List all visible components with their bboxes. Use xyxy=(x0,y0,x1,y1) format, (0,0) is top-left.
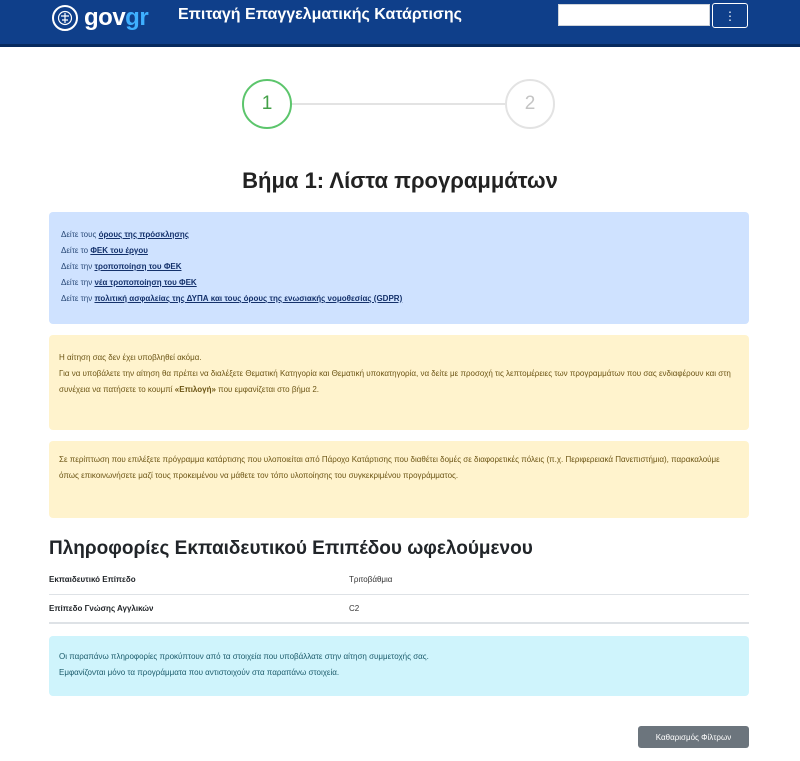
link-line: Δείτε την πολιτική ασφαλείας της ΔΥΠΑ και τους όρους της ενωσιακής νομοθεσίας (GDPR) xyxy=(61,294,403,303)
notice-text: Σε περίπτωση που επιλέξετε πρόγραμμα κατάρτισης που υλοποιείται από Πάροχο Κατάρτισης που διαθέτει δομές σε διαφορετικές πόλεις (π.χ. Περιφερειακά Πανεπιστήμια), παρακαλούμε όπως επικοινωνήσετε μαζί τους προκειμένου να μάθετε τον τόπο υλοποίησης του συγκεκριμένου προγράμματος. xyxy=(59,455,720,480)
call-terms-link[interactable]: όρους της πρόσκλησης xyxy=(98,230,189,239)
application-status-alert xyxy=(49,335,749,430)
clear-filters-button[interactable]: Καθαρισμός Φίλτρων xyxy=(638,726,749,748)
table-row xyxy=(49,566,749,595)
info-text-1: Οι παραπάνω πληροφορίες προκύπτουν από τα στοιχεία που υποβάλλατε στην αίτηση συμμετοχής σας. xyxy=(59,652,429,661)
greek-emblem-icon xyxy=(52,5,78,31)
provider-notice-alert xyxy=(49,441,749,518)
link-line: Δείτε την τροποποίηση του ΦΕΚ xyxy=(61,262,182,271)
education-info-table xyxy=(49,566,749,624)
status-text: Η αίτηση σας δεν έχει υποβληθεί ακόμα. xyxy=(59,353,202,362)
fek-amendment-link[interactable]: τροποποίηση του ΦΕΚ xyxy=(94,262,182,271)
project-fek-link[interactable]: ΦΕΚ του έργου xyxy=(90,246,148,255)
english-level-value: C2 xyxy=(349,604,360,613)
app-title: Επιταγή Επαγγελματικής Κατάρτισης xyxy=(178,6,462,23)
english-level-label: Επίπεδο Γνώσης Αγγλικών xyxy=(49,604,154,613)
page-title: Βήμα 1: Λίστα προγραμμάτων xyxy=(242,168,558,193)
top-header xyxy=(0,0,800,47)
education-level-label: Εκπαιδευτικό Επίπεδο xyxy=(49,575,136,584)
step-1-circle: 1 xyxy=(242,79,292,129)
logo-wordmark: govgr xyxy=(84,4,149,31)
documents-links-alert xyxy=(49,212,749,324)
link-line: Δείτε την νέα τροποποίηση του ΦΕΚ xyxy=(61,278,197,287)
info-source-alert xyxy=(49,636,749,696)
table-row xyxy=(49,595,749,624)
education-level-value: Τριτοβάθμια xyxy=(349,575,393,584)
govgr-logo[interactable] xyxy=(52,5,148,31)
search-input[interactable] xyxy=(558,4,710,26)
link-line: Δείτε το ΦΕΚ του έργου xyxy=(61,246,148,255)
new-fek-amendment-link[interactable]: νέα τροποποίηση του ΦΕΚ xyxy=(94,278,197,287)
instructions-text: Για να υποβάλετε την αίτηση θα πρέπει να διαλέξετε Θεματική Κατηγορία και Θεματική υποκατηγορία, να δείτε με προσοχή τις λεπτομέρειες των προγραμμάτων που σας ενδιαφέρουν και στη συνέχεια να πατήσετε το κουμπί «Επιλογή» που εμφανίζεται στο βήμα 2. xyxy=(59,369,731,394)
link-line: Δείτε τους όρους της πρόσκλησης xyxy=(61,230,189,239)
info-text-2: Εμφανίζονται μόνο τα προγράμματα που αντιστοιχούν στα παραπάνω στοιχεία. xyxy=(59,668,340,677)
header-menu-button[interactable]: ⋮ xyxy=(712,3,748,28)
education-section-title: Πληροφορίες Εκπαιδευτικού Επιπέδου ωφελούμενου xyxy=(49,538,533,559)
step-2-circle: 2 xyxy=(505,79,555,129)
gdpr-policy-link[interactable]: πολιτική ασφαλείας της ΔΥΠΑ και τους όρους της ενωσιακής νομοθεσίας (GDPR) xyxy=(94,294,403,303)
stepper-connector xyxy=(292,103,505,105)
